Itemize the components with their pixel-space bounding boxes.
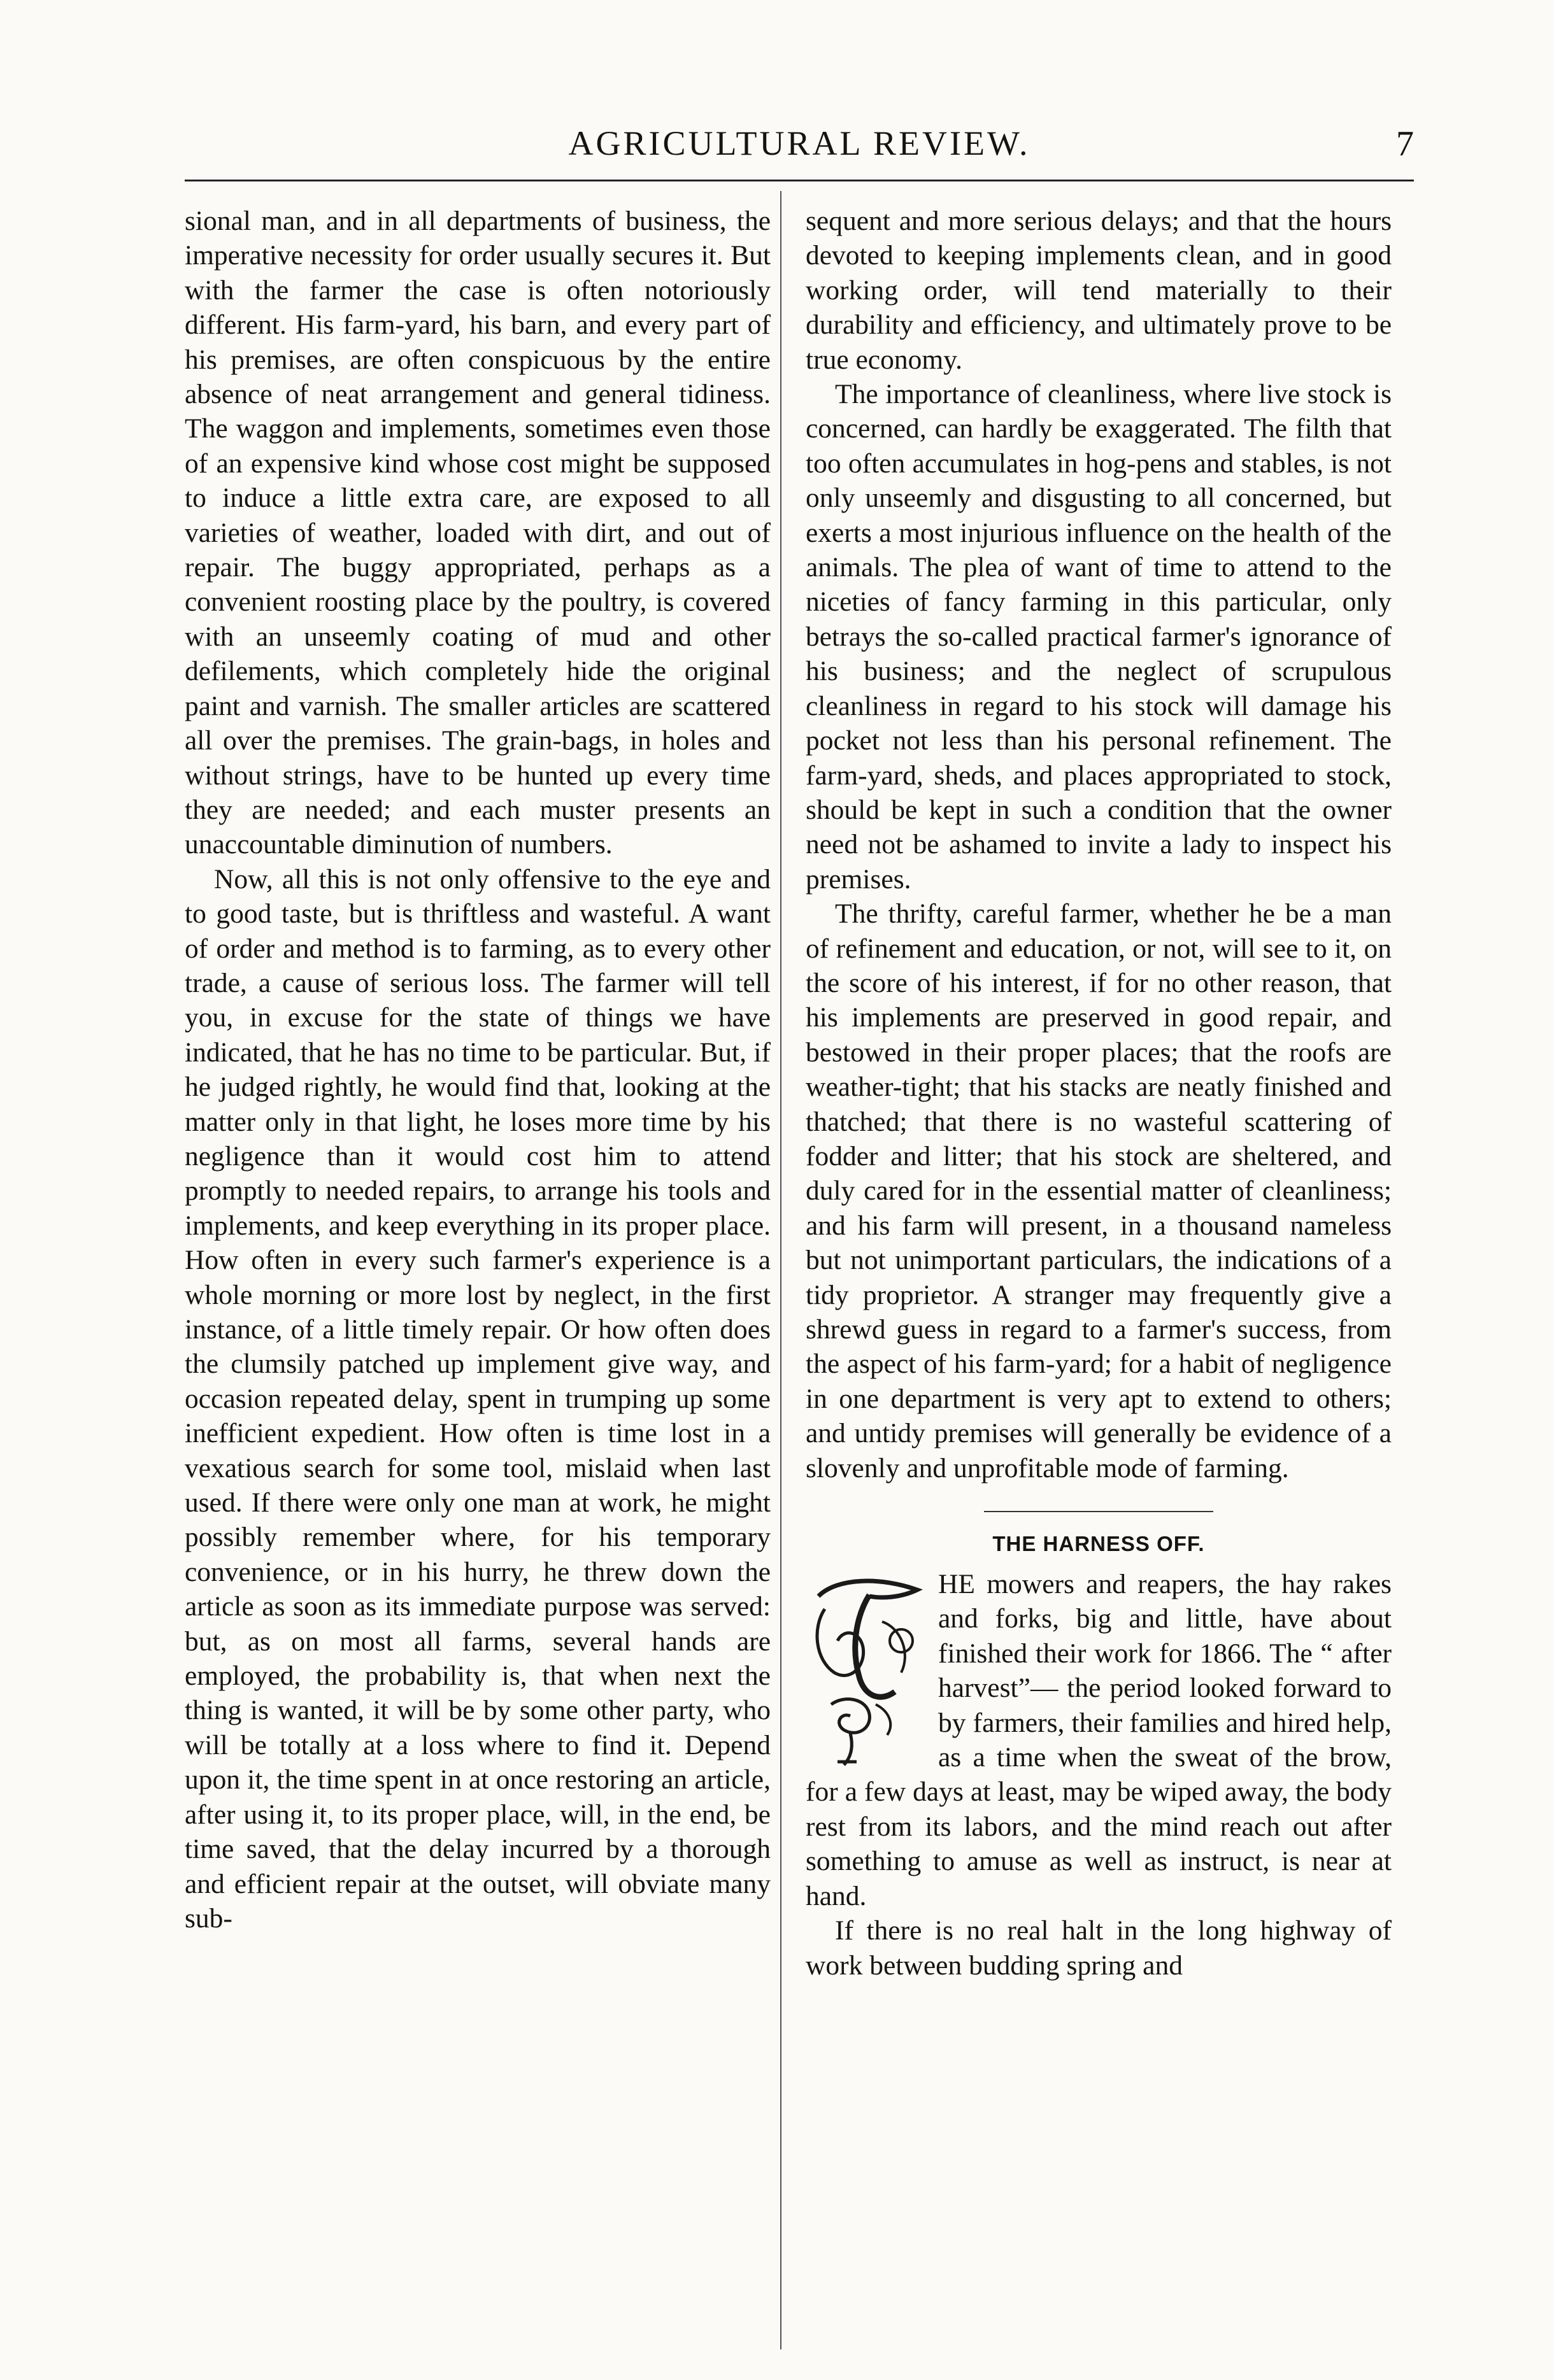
running-title: AGRICULTURAL REVIEW. xyxy=(568,124,1030,162)
page-header xyxy=(185,115,1414,172)
right-paragraph-2: The importance of cleanliness, where live stock is concerned, can hardly be exaggerated. The filth that too often accumulates in hog-pens and stables, is not only unseemly and disgusting to all concerned, but exerts a most injurious influence on the health of the animals. The plea of want of time to attend to the niceties of fancy farming in this particular, only betrays the so-called practical farmer's ignorance of his business; and the neglect of scrupulous cleanliness in regard to his stock will damage his pocket not less than his personal refinement. The farm-yard, sheds, and places appropriated to stock, should be kept in such a condition that the owner need not be ashamed to invite a lady to inspect his premises. xyxy=(806,379,1392,895)
left-column xyxy=(185,204,771,1936)
section-paragraph-2: If there is no real halt in the long highway of work between budding spring and xyxy=(806,1915,1392,1981)
right-column xyxy=(806,204,1392,1983)
column-divider xyxy=(780,191,781,2349)
right-paragraph-3: The thrifty, careful farmer, whether he be a man of refinement and education, or not, will see to it, on the score of his interest, if for no other reason, that his implements are preserved in good repair, and bestowed in their proper places; that the roofs are weather-tight; that his stacks are neatly finished and thatched; that there is no wasteful scattering of fodder and litter; that his stock are sheltered, and duly cared for in the essential matter of cleanliness; and his farm will present, in a thousand nameless but not unimportant particulars, the indications of a tidy proprietor. A stranger may frequently give a shrewd guess in regard to a farmer's success, from the aspect of his farm-yard; for a habit of negligence in one department is very apt to extend to others; and untidy premises will generally be evidence of a slovenly and unprofitable mode of farming. xyxy=(806,898,1392,1484)
section-divider-rule xyxy=(984,1511,1213,1512)
page-number: 7 xyxy=(1396,124,1414,164)
left-paragraph-2: Now, all this is not only offensive to the eye and to good taste, but is thriftless and wasteful. A want of order and method is to farming, as to every other trade, a cause of serious loss. The farmer will tell you, in excuse for the state of things we have indicated, that he has no time to be particular. But, if he judged rightly, he would find that, looking at the matter only in that light, he loses more time by his negligence than it would cost him to attend promptly to needed repairs, to arrange his tools and implements, and keep everything in its proper place. How often in every such farmer's experience is a whole morning or more lost by neglect, in the first instance, of a little timely repair. Or how often does the clumsily patched up implement give way, and occasion repeated delay, spent in trumping up some inefficient expedient. How often is time lost in a vexatious search for some tool, mislaid when last used. If there were only one man at work, he might possibly remember where, for his temporary convenience, or in his hurry, he threw down the article as soon as its immediate purpose was served: but, as on most all farms, several hands are employed, the probability is, that when next the thing is wanted, it will be by some other party, who will be totally at a loss where to find it. Depend upon it, the time spent in at once restoring an article, after using it, to its proper place, will, in the end, be time saved, that the delay incurred by a thorough and efficient repair at the outset, will obviate many sub- xyxy=(185,863,771,1934)
decorative-drop-cap-icon xyxy=(806,1571,927,1774)
right-paragraph-1: sequent and more serious delays; and that the hours devoted to keeping implements clean, and in good working order, will tend materially to their durability and efficiency, and ultimately prove to be true economy. xyxy=(806,206,1392,375)
section-paragraph-1: HE mowers and reapers, the hay rakes and forks, big and little, have about finished their work for 1866. The “ after harvest”— the period looked forward to by farmers, their families and hired help, as a time when the sweat of the brow, for a few days at least, may be wiped away, the body rest from its labors, and the mind reach out after something to amuse as well as instruct, is near at hand. xyxy=(806,1569,1392,1911)
header-rule xyxy=(185,180,1414,181)
section-heading: THE HARNESS OFF. xyxy=(992,1532,1205,1556)
left-paragraph-1: sional man, and in all departments of business, the imperative necessity for order usually secures it. But with the farmer the case is often notoriously different. His farm-yard, his barn, and every part of his premises, are often conspicuous by the entire absence of neat arrangement and general tidiness. The waggon and implements, sometimes even those of an expensive kind whose cost might be supposed to induce a little extra care, are exposed to all varieties of weather, loaded with dirt, and out of repair. The buggy appropriated, perhaps as a convenient roosting place by the poultry, is covered with an unseemly coating of mud and other defilements, which completely hide the original paint and varnish. The smaller articles are scattered all over the premises. The grain-bags, in holes and without strings, have to be hunted up every time they are needed; and each muster presents an unaccountable diminution of numbers. xyxy=(185,206,771,860)
